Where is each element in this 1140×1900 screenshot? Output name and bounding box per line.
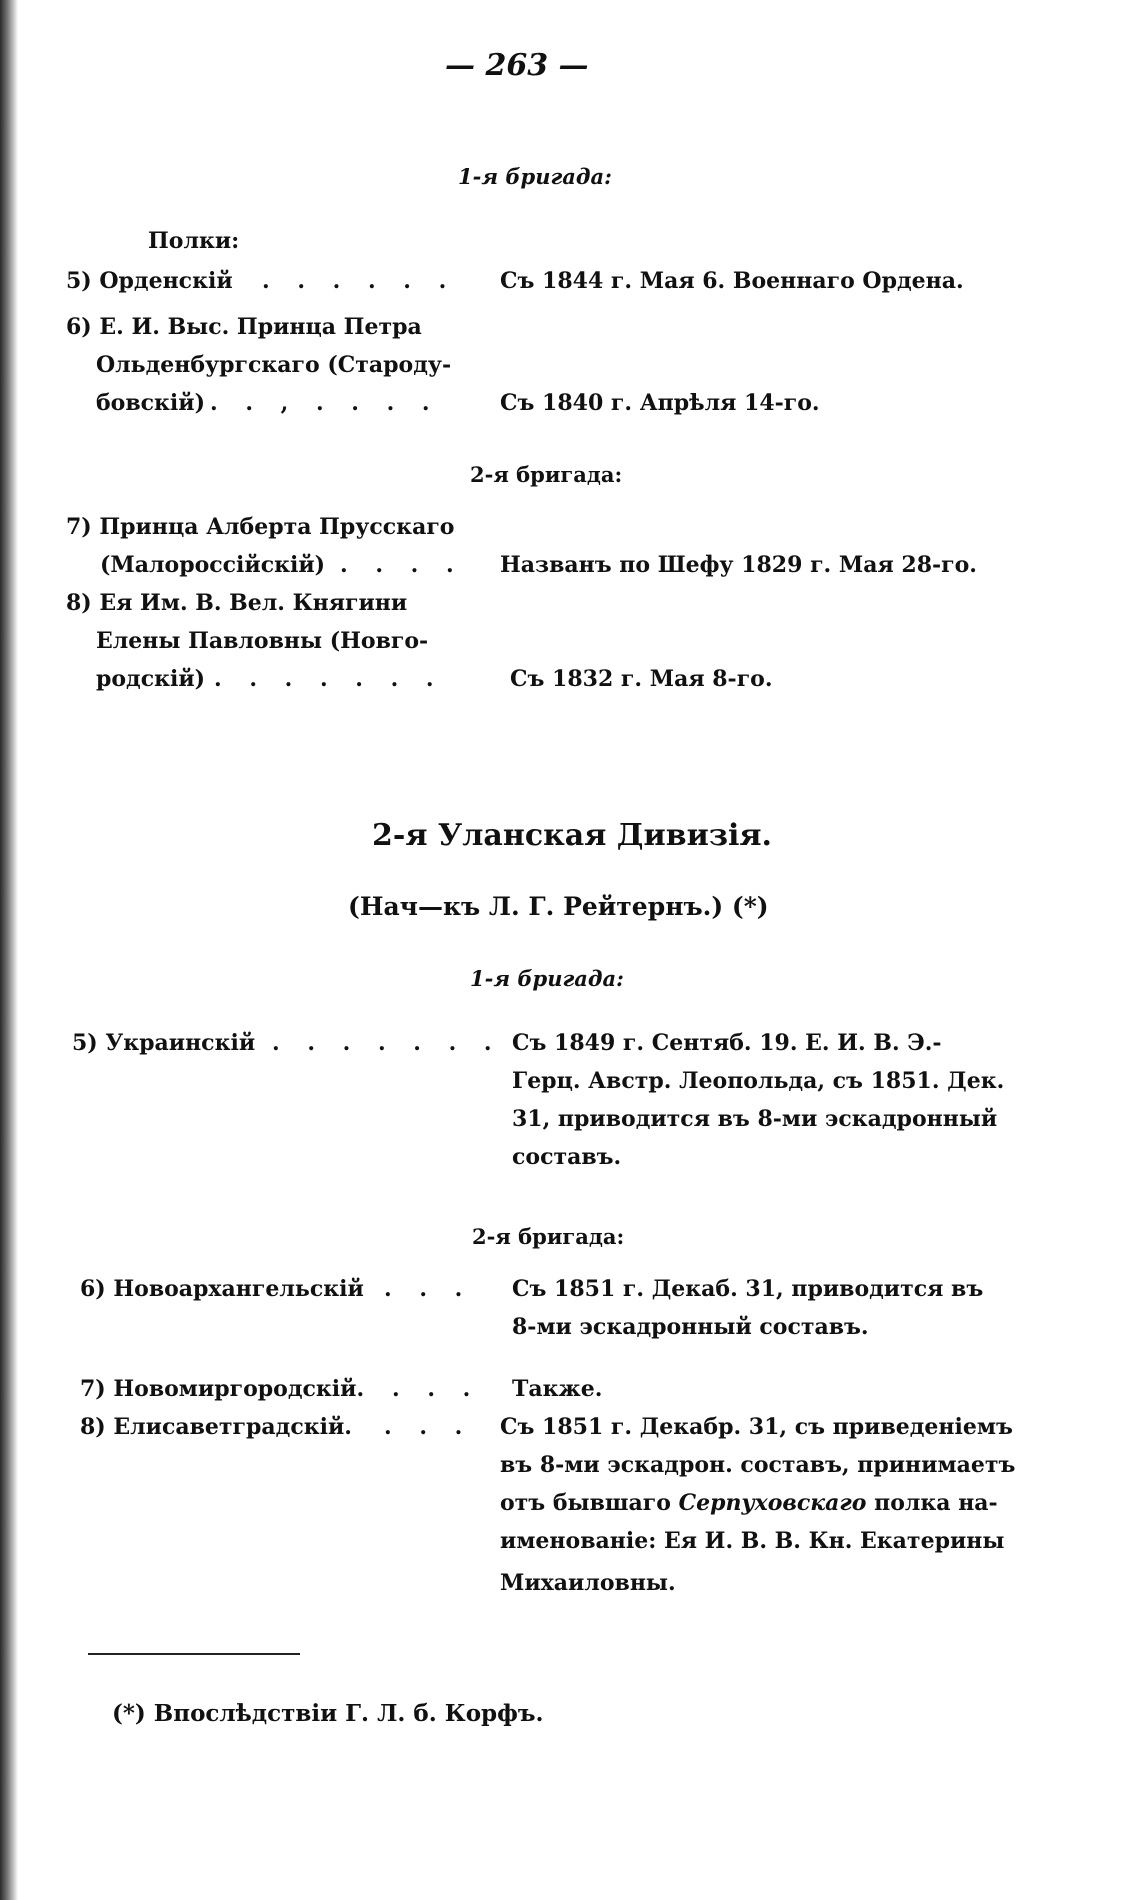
division-regiment-8-name: 8) Елисаветградскій.	[80, 1414, 352, 1440]
footnote-rule	[88, 1653, 300, 1655]
regiment-5-name: 5) Орденскій	[66, 268, 233, 294]
regiment-7-line-1: 7) Принца Алберта Прусскаго	[66, 514, 455, 540]
leader-dots: . . . . . . .	[214, 666, 444, 692]
division-regiment-8-note-line-4: именованіе: Ея И. В. В. Кн. Екатерины	[500, 1528, 1005, 1554]
regiments-label: Полки:	[148, 228, 240, 254]
brigade-1-heading: 1-я бригада:	[458, 164, 612, 189]
regiment-6-line-3: бовскій)	[96, 390, 206, 416]
division-regiment-8-note-line-3	[500, 1490, 998, 1516]
leader-dots: . . . . . .	[262, 268, 457, 294]
brigade-2-heading: 2-я бригада:	[470, 462, 623, 487]
division-regiment-5-note-line-1: Съ 1849 г. Сентяб. 19. Е. И. В. Э.-	[512, 1030, 942, 1056]
division-regiment-7-note: Также.	[512, 1376, 603, 1402]
division-regiment-7-name: 7) Новомиргородскій.	[80, 1376, 365, 1402]
leader-dots: . . .	[392, 1376, 481, 1402]
division-regiment-6-note-line-2: 8-ми эскадронный составъ.	[512, 1314, 869, 1340]
note-text: полка на-	[866, 1490, 998, 1516]
regiment-8-line-1: 8) Ея Им. В. Вел. Княгини	[66, 590, 408, 616]
note-text: отъ бывшаго	[500, 1490, 679, 1516]
division-commander: (Нач—къ Л. Г. Рейтернъ.) (*)	[348, 892, 769, 921]
note-italic-regiment: Серпуховскаго	[678, 1490, 867, 1516]
leader-dots: . . . .	[340, 552, 464, 578]
division-regiment-8-note-line-1: Съ 1851 г. Декабр. 31, съ приведеніемъ	[500, 1414, 1013, 1440]
division-regiment-5-note-line-3: 31, приводится въ 8-ми эскадронный	[512, 1106, 998, 1132]
book-binding-shadow	[0, 0, 18, 1900]
footnote: (*) Впослѣдствіи Г. Л. б. Корфъ.	[112, 1700, 544, 1727]
regiment-8-line-2: Елены Павловны (Новго-	[96, 628, 429, 654]
page-number: — 263 —	[445, 48, 589, 83]
regiment-7-line-2: (Малороссійскій)	[100, 552, 326, 578]
division-regiment-5-name: 5) Украинскій	[72, 1030, 256, 1056]
division-regiment-5-note-line-4: составъ.	[512, 1144, 622, 1170]
regiment-7-note: Названъ по Шефу 1829 г. Мая 28-го.	[500, 552, 977, 578]
regiment-8-note: Съ 1832 г. Мая 8-го.	[510, 666, 773, 692]
division-brigade-1-heading: 1-я бригада:	[470, 966, 624, 991]
leader-dots: . . . . . . .	[272, 1030, 502, 1056]
regiment-6-line-2: Ольденбургскаго (Староду-	[96, 352, 452, 378]
division-regiment-6-note-line-1: Съ 1851 г. Декаб. 31, приводится въ	[512, 1276, 984, 1302]
leader-dots: . . .	[384, 1414, 473, 1440]
regiment-6-line-1: 6) Е. И. Выс. Принца Петра	[66, 314, 422, 340]
division-title: 2-я Уланская Дивизія.	[372, 818, 772, 853]
regiment-6-note: Съ 1840 г. Апрѣля 14-го.	[500, 390, 820, 416]
regiment-8-line-3: родскій)	[96, 666, 206, 692]
division-brigade-2-heading: 2-я бригада:	[472, 1224, 625, 1249]
leader-dots: . . , . . . .	[210, 390, 440, 416]
regiment-5-note: Съ 1844 г. Мая 6. Военнаго Ордена.	[500, 268, 964, 294]
division-regiment-8-note-line-5: Михаиловны.	[500, 1570, 676, 1596]
division-regiment-6-name: 6) Новоархангельскій	[80, 1276, 364, 1302]
division-regiment-8-note-line-2: въ 8-ми эскадрон. составъ, принимаетъ	[500, 1452, 1016, 1478]
division-regiment-5-note-line-2: Герц. Австр. Леопольда, съ 1851. Дек.	[512, 1068, 1005, 1094]
leader-dots: . . .	[384, 1276, 473, 1302]
